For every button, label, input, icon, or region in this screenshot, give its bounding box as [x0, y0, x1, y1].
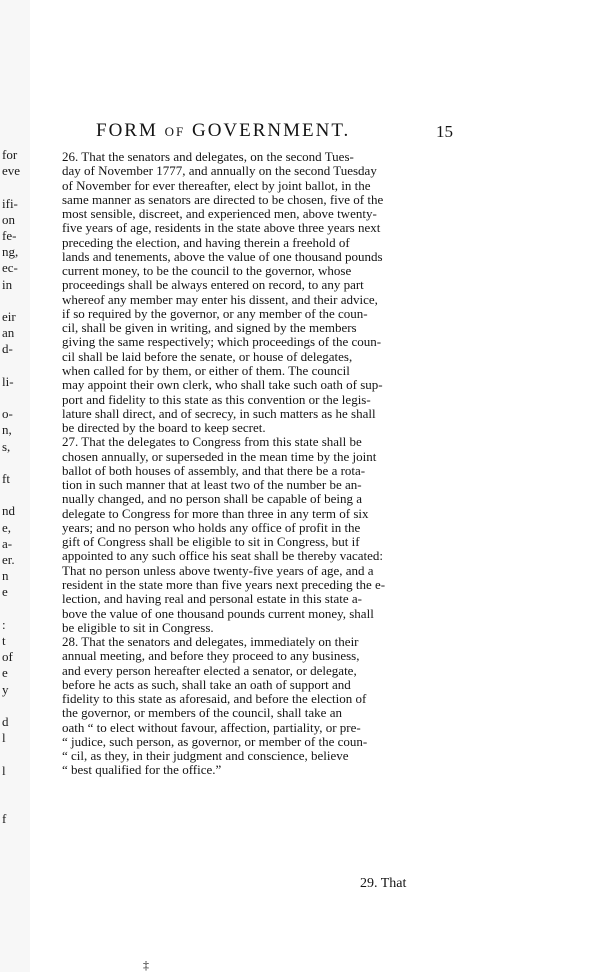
- text-line: if so required by the governor, or any member of the coun-: [62, 305, 368, 321]
- text-line: tion in such manner that at least two of the number be an-: [62, 477, 362, 493]
- gutter-fragment: e: [2, 665, 8, 681]
- gutter-fragment: y: [2, 681, 9, 697]
- text-line: delegate to Congress for more than three in any term of six: [62, 505, 369, 521]
- page-header: [96, 120, 456, 150]
- text-line: years; and no person who holds any office of profit in the: [62, 519, 361, 535]
- text-line: fidelity to this state as aforesaid, and before the election of: [62, 691, 367, 707]
- text-line: gift of Congress shall be eligible to sit in Congress, but if: [62, 534, 360, 550]
- gutter-fragment: a-: [2, 535, 13, 551]
- catchword: 29. That: [360, 876, 407, 891]
- text-line: day of November 1777, and annually on the second Tuesday: [62, 163, 377, 179]
- text-line: bove the value of one thousand pounds current money, shall: [62, 605, 374, 621]
- text-line: lature shall direct, and of secrecy, in such matters as he shall: [62, 405, 376, 421]
- text-line: “ cil, as they, in their judgment and conscience, believe: [62, 748, 349, 764]
- text-line: may appoint their own clerk, who shall take such oath of sup-: [62, 377, 383, 393]
- gutter-fragment: d: [2, 714, 9, 729]
- text-line: 27. That the delegates to Congress from this state shall be: [62, 434, 362, 450]
- gutter-fragment: l: [2, 730, 6, 746]
- gutter-fragment: n,: [2, 422, 12, 438]
- text-line: resident in the state more than five years next preceding the e-: [62, 576, 386, 592]
- gutter-fragment: e,: [2, 519, 12, 535]
- text-line: when called for by them, or either of them. The council: [62, 362, 350, 378]
- text-line: current money, to be the council to the governor, whose: [62, 263, 352, 279]
- text-line: lection, and having real and personal estate in this state a-: [62, 591, 362, 607]
- text-line: proceedings shall be always entered on record, to any part: [62, 277, 364, 293]
- gutter-fragment: for: [2, 147, 18, 162]
- text-line: “ best qualified for the office.”: [62, 762, 222, 778]
- text-line: same manner as senators are directed to be chosen, five of the: [62, 191, 384, 207]
- text-line: of November for ever thereafter, elect by joint ballot, in the: [62, 177, 371, 193]
- gutter-fragment: l: [2, 762, 6, 778]
- text-line: the governor, or members of the council, shall take an: [62, 705, 342, 721]
- text-line: port and fidelity to this state as this convention or the legis-: [62, 391, 371, 407]
- gutter-fragment: fe-: [2, 228, 17, 243]
- gutter-fragment: an: [2, 325, 15, 341]
- text-line: oath “ to elect without favour, affection, partiality, or pre-: [62, 719, 361, 735]
- page-number: 15: [436, 122, 453, 141]
- text-line: lands and tenements, above the value of one thousand pounds: [62, 248, 383, 264]
- text-line: be eligible to sit in Congress.: [62, 619, 214, 635]
- gutter-fragment: f: [2, 811, 7, 827]
- text-line: annual meeting, and before they proceed to any business,: [62, 648, 360, 664]
- gutter-fragment: e: [2, 584, 8, 600]
- text-line: whereof any member may enter his dissent, and their advice,: [62, 291, 378, 307]
- text-line: five years of age, residents in the state above three years next: [62, 220, 381, 236]
- gutter-fragment: t: [2, 633, 6, 648]
- gutter-fragment: nd: [2, 503, 15, 519]
- gutter-fragment: in: [2, 276, 13, 292]
- text-line: nually changed, and no person shall be capable of being a: [62, 491, 362, 507]
- gutter-fragment: ifi-: [2, 195, 18, 211]
- gutter-fragment: s,: [2, 438, 11, 454]
- text-line: appointed to any such office his seat shall be thereby vacated:: [62, 548, 384, 564]
- text-line: be directed by the board to keep secret.: [62, 420, 266, 436]
- gutter-fragment: of: [2, 649, 13, 665]
- body-text: [62, 150, 454, 778]
- text-line: 26. That the senators and delegates, on the second Tues-: [62, 149, 354, 164]
- gutter-fragment: ft: [2, 471, 10, 486]
- text-line: cil, shall be given in writing, and signed by the members: [62, 320, 357, 336]
- text-line: preceding the election, and having therein a freehold of: [62, 234, 350, 250]
- text-line: most sensible, discreet, and experienced men, above twenty-: [62, 206, 377, 222]
- gutter-fragment: on: [2, 211, 15, 227]
- gutter-fragment: eve: [2, 163, 21, 179]
- text-line: cil shall be laid before the senate, or house of delegates,: [62, 348, 353, 364]
- gutter-fragment: n: [2, 568, 9, 584]
- gutter-fragment: eir: [2, 309, 16, 324]
- gutter-fragment: er.: [2, 552, 15, 567]
- text-line: ballot of both houses of assembly, and that there be a rota-: [62, 462, 366, 478]
- gutter-fragment: li-: [2, 373, 14, 389]
- gutter-fragment: d-: [2, 341, 13, 357]
- text-line: “ judice, such person, as governor, or member of the coun-: [62, 733, 368, 749]
- running-title: FORM of GOVERNMENT.: [96, 120, 351, 141]
- printer-mark: ‡: [143, 958, 149, 972]
- text-line: and every person hereafter elected a senator, or delegate,: [62, 662, 357, 678]
- gutter-fragment: o-: [2, 406, 13, 422]
- adjacent-page-gutter: [0, 0, 30, 972]
- text-line: 28. That the senators and delegates, immediately on their: [62, 634, 359, 650]
- text-line: before he acts as such, shall take an oath of support and: [62, 676, 351, 692]
- gutter-fragment: ng,: [2, 244, 19, 260]
- gutter-fragment: :: [2, 616, 6, 632]
- text-line: That no person unless above twenty-five years of age, and a: [62, 562, 374, 578]
- text-line: giving the same respectively; which proceedings of the coun-: [62, 334, 382, 350]
- text-line: chosen annually, or superseded in the mean time by the joint: [62, 448, 377, 464]
- gutter-fragment: ec-: [2, 260, 18, 276]
